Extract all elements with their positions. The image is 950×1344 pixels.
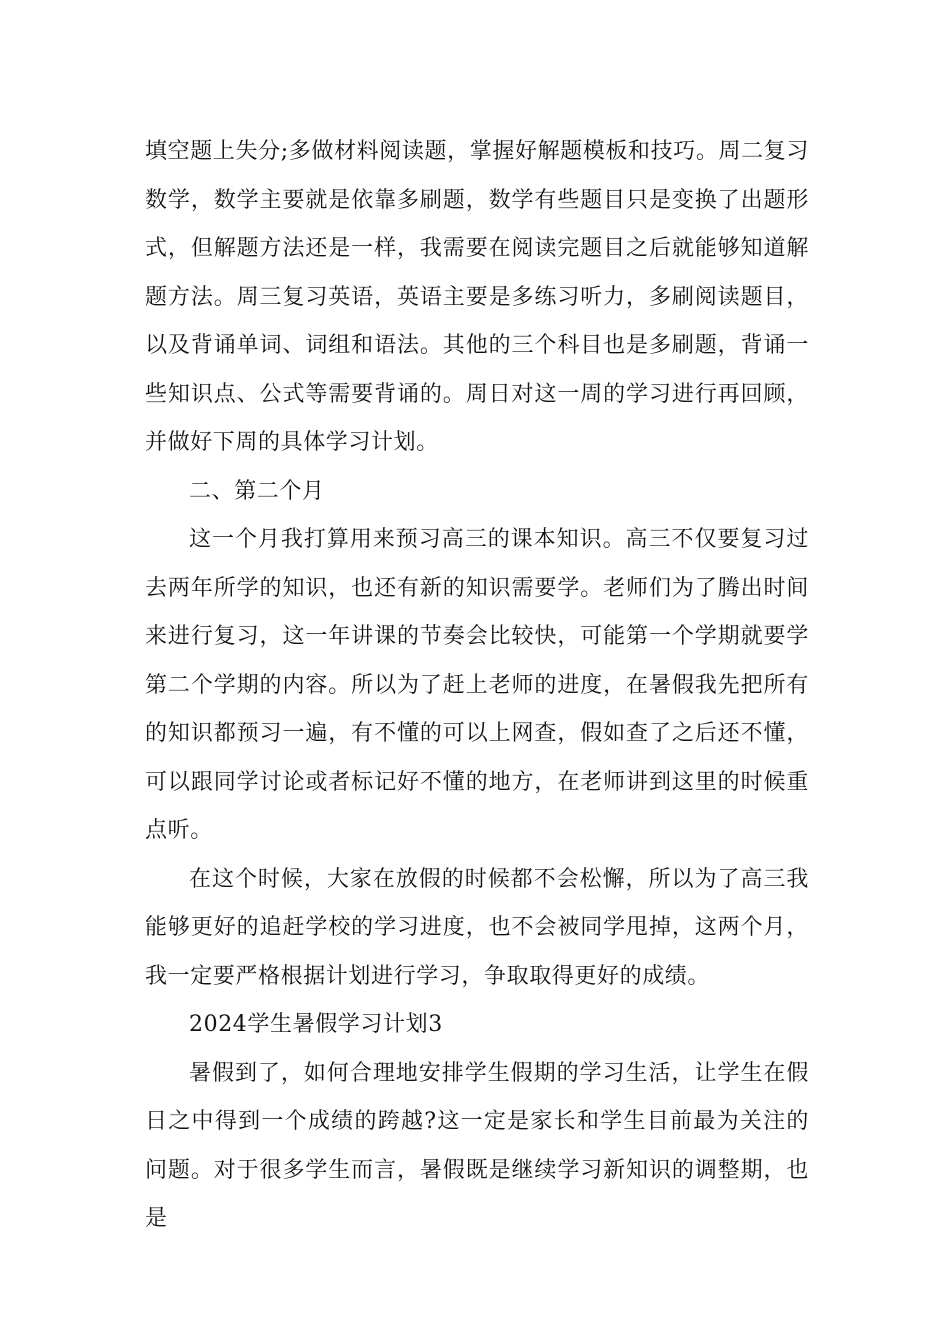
- document-body: [145, 128, 809, 1244]
- section-heading-second-month: 二、第二个月: [189, 478, 325, 504]
- section-heading-plan-3: 2024学生暑假学习计划3: [189, 1012, 443, 1037]
- paragraph-strict-plan: 在这个时候，大家在放假的时候都不会松懈，所以为了高三我能够更好的追赶学校的学习进度，也不会被同学甩掉，这两个月，我一定要严格根据计划进行学习，争取取得更好的成绩。: [145, 866, 809, 989]
- paragraph-study-plan-week: 填空题上失分;多做材料阅读题，掌握好解题模板和技巧。周二复习数学，数学主要就是依靠多刷题，数学有些题目只是变换了出题形式，但解题方法还是一样，我需要在阅读完题目之后就能够知道解题方法。周三复习英语，英语主要是多练习听力，多刷阅读题目，以及背诵单词、词组和语法。其他的三个科目也是多刷题，背诵一些知识点、公式等需要背诵的。周日对这一周的学习进行再回顾，并做好下周的具体学习计划。: [145, 139, 809, 455]
- paragraph-preview-senior-year: 这一个月我打算用来预习高三的课本知识。高三不仅要复习过去两年所学的知识，也还有新的知识需要学。老师们为了腾出时间来进行复习，这一年讲课的节奏会比较快，可能第一个学期就要学第二个学期的内容。所以为了赶上老师的进度，在暑假我先把所有的知识都预习一遍，有不懂的可以上网查，假如查了之后还不懂，可以跟同学讨论或者标记好不懂的地方，在老师讲到这里的时候重点听。: [145, 527, 809, 843]
- paragraph-summer-intro: 暑假到了，如何合理地安排学生假期的学习生活，让学生在假日之中得到一个成绩的跨越?这一定是家长和学生目前最为关注的问题。对于很多学生而言，暑假既是继续学习新知识的调整期，也是: [145, 1060, 809, 1231]
